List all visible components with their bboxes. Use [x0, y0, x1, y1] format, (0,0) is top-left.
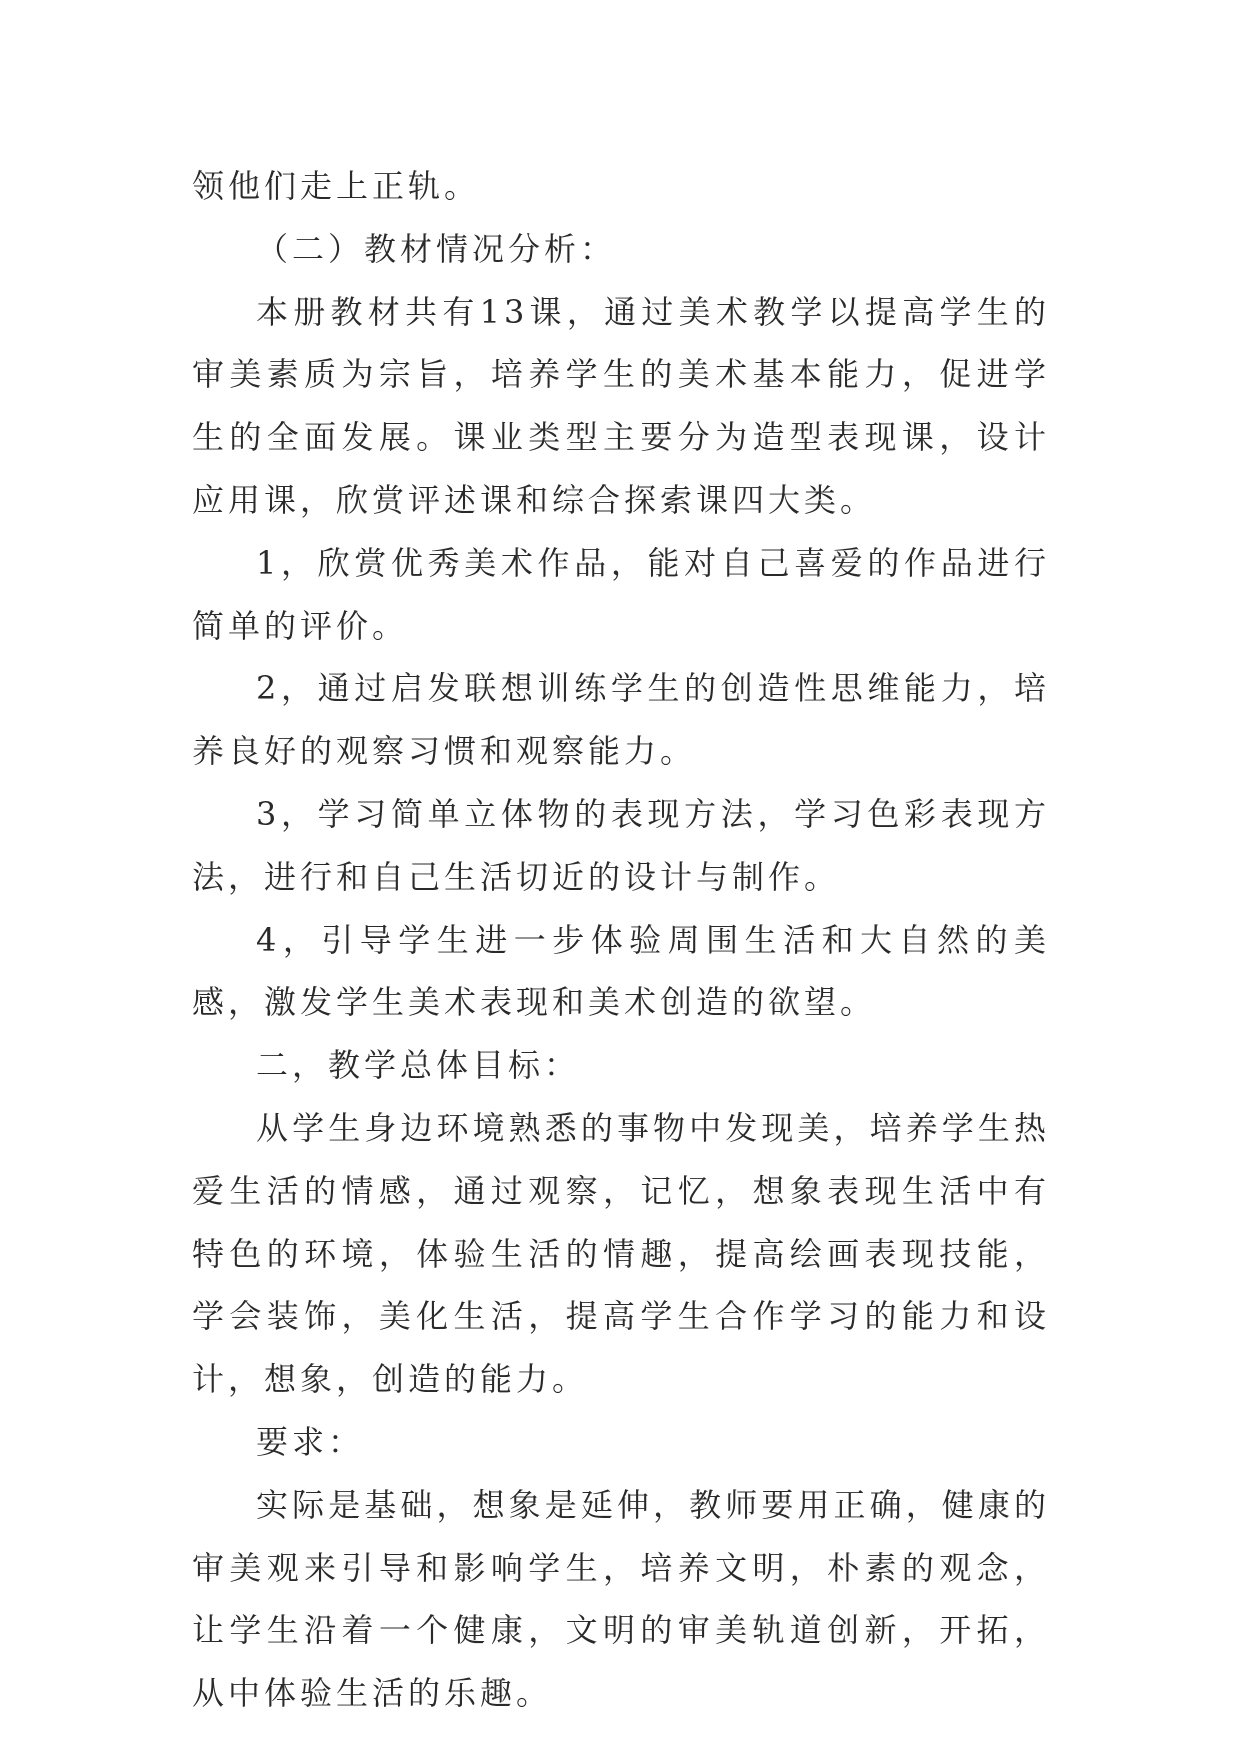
section-heading-textbook-analysis: （二）教材情况分析：	[256, 229, 617, 268]
paragraph-teaching-goals: 从学生身边环境熟悉的事物中发现美，培养学生热爱生活的情感，通过观察，记忆，想象表现生活中有特色的环境，体验生活的情趣，提高绘画表现技能，学会装饰，美化生活，提高学生合作学习的能力和设计，想象，创造的能力。	[192, 1108, 1050, 1399]
section-heading-teaching-goals: 二，教学总体目标：	[256, 1046, 581, 1085]
list-item-2: 2，通过启发联想训练学生的创造性思维能力，培养良好的观察习惯和观察能力。	[192, 669, 1050, 771]
paragraph-requirements: 实际是基础，想象是延伸，教师要用正确，健康的审美观来引导和影响学生，培养文明，朴素的观念，让学生沿着一个健康，文明的审美轨道创新，开拓，从中体验生活的乐趣。	[192, 1485, 1050, 1713]
document-body	[192, 155, 1050, 1725]
section-heading-requirements: 要求：	[256, 1422, 365, 1461]
list-item-3: 3，学习简单立体物的表现方法，学习色彩表现方法，进行和自己生活切近的设计与制作。	[192, 794, 1050, 896]
list-item-1: 1，欣赏优秀美术作品，能对自己喜爱的作品进行简单的评价。	[192, 543, 1050, 645]
paragraph-textbook-overview: 本册教材共有13课，通过美术教学以提高学生的审美素质为宗旨，培养学生的美术基本能力，促进学生的全面发展。课业类型主要分为造型表现课，设计应用课，欣赏评述课和综合探索课四大类。	[192, 292, 1050, 519]
list-item-4: 4，引导学生进一步体验周围生活和大自然的美感，激发学生美术表现和美术创造的欲望。	[192, 920, 1050, 1022]
paragraph-continuation: 领他们走上正轨。	[192, 167, 481, 205]
